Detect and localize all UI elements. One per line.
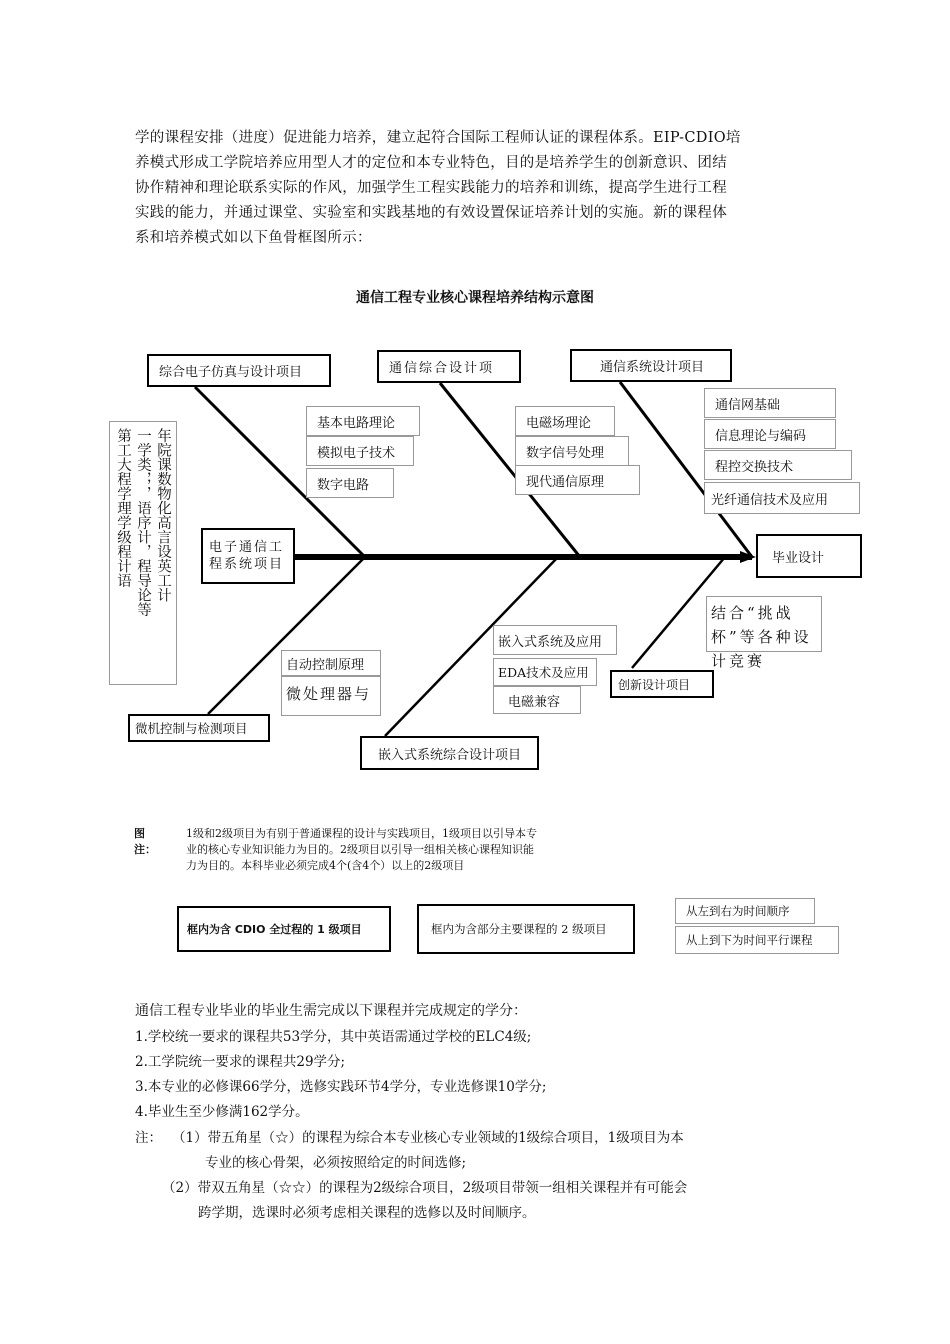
legend-time-lr (675, 898, 815, 924)
course-box (281, 650, 381, 676)
project-label: 微机控制与检测项目 (135, 721, 248, 736)
intro-line: 实践的能力，并通过课堂、实验室和实践基地的有效设置保证培养计划的实施。新的课程体 (135, 205, 727, 221)
course-label: 程控交换技术 (715, 459, 794, 475)
course-label: EDA技术及应用 (498, 665, 589, 680)
course-label: 模拟电子技术 (317, 445, 396, 461)
vertical-text-column: 一学类，，，语序计，程导论等 (135, 428, 151, 617)
requirement-item: 1.学校统一要求的课程共53学分，其中英语需通过学校的ELC4级; (135, 1029, 532, 1045)
course-label: 自动控制原理 (286, 657, 365, 673)
legend-label: 从左到右为时间顺序 (686, 904, 790, 918)
head-graduation-box (756, 534, 862, 578)
requirement-note: （1）带五角星（☆）的课程为综合本专业核心专业领域的1级综合项目，1级项目为本 (172, 1130, 684, 1146)
project-label: 创新设计项目 (618, 677, 691, 692)
requirement-item: 4.毕业生至少修满162学分。 (135, 1104, 309, 1120)
first-year-course-block (109, 421, 177, 685)
requirement-item: 3.本专业的必修课66学分，选修实践环节4学分，专业选修课10学分; (135, 1079, 547, 1095)
project-label: 综合电子仿真与设计项目 (159, 365, 303, 380)
intro-line: 学的课程安排（进度）促进能力培养，建立起符合国际工程师认证的课程体系。EIP-CDIO培 (135, 130, 741, 146)
vertical-text-column: 第工大程学理学级程计语 (115, 428, 131, 588)
course-box (493, 658, 597, 686)
vertical-text-column: 年院课数物化高言设英工计 (155, 428, 171, 602)
requirement-note: （2）带双五角星（☆☆）的课程为2级综合项目，2级项目带领一组相关课程并有可能会 (162, 1180, 688, 1196)
figure-title: 通信工程专业核心课程培养结构示意图 (356, 290, 594, 306)
intro-line: 养模式形成工学院培养应用型人才的定位和本专业特色，目的是培养学生的创新意识、团结 (135, 155, 727, 171)
intro-line: 协作精神和理论联系实际的作风，加强学生工程实践能力的培养和训练，提高学生进行工程 (135, 180, 727, 196)
course-box (704, 450, 852, 480)
course-box (306, 468, 394, 498)
requirement-note: 跨学期，选课时必须考虑相关课程的选修以及时间顺序。 (198, 1205, 536, 1221)
course-label: 嵌入式系统及应用 (498, 634, 603, 650)
course-label: 信息理论与编码 (715, 428, 807, 444)
project-label: 通信综合设计项 (389, 361, 495, 376)
course-box (306, 406, 420, 436)
course-box (704, 482, 860, 514)
course-box (704, 419, 836, 449)
note-line: 力为目的。本科毕业必须完成4个(含4个）以上的2级项目 (186, 859, 465, 872)
project-box-level1 (360, 736, 539, 770)
course-label: 结合“挑战杯”等各种设计竞赛 (711, 604, 812, 670)
legend-level2-box (417, 904, 635, 954)
note-line: 1级和2级项目为有别于普通课程的设计与实践项目，1级项目以引导本专 (186, 827, 537, 840)
course-label: 微处理器与 (286, 685, 372, 703)
course-box (515, 436, 629, 466)
course-box (515, 406, 615, 436)
project-label: 通信系统设计项目 (600, 360, 705, 375)
legend-label: 从上到下为时间平行课程 (686, 933, 813, 947)
intro-line: 系和培养模式如以下鱼骨框图所示： (135, 230, 372, 246)
project-box-level1 (128, 714, 270, 742)
tail-project-box (201, 528, 295, 584)
legend-label: 框内为含部分主要课程的 2 级项目 (431, 921, 607, 936)
course-label: 电磁场理论 (526, 415, 592, 431)
project-box-level1 (377, 350, 521, 383)
project-box-level1 (147, 354, 331, 387)
course-label: 光纤通信技术及应用 (711, 492, 829, 508)
project-label: 嵌入式系统综合设计项目 (378, 747, 522, 763)
course-box (515, 465, 640, 495)
course-box (281, 676, 381, 716)
note-line: 业的核心专业知识能力为目的。2级项目以引导一组相关核心课程知识能 (186, 843, 534, 856)
requirement-note: 专业的核心骨架，必须按照给定的时间选修; (205, 1155, 467, 1171)
legend-time-tb (675, 926, 839, 954)
course-box (306, 436, 414, 466)
course-box (493, 686, 581, 714)
course-box (704, 388, 836, 418)
project-box-level1 (610, 670, 714, 698)
course-label: 基本电路理论 (317, 415, 396, 431)
course-label: 数字信号处理 (526, 445, 605, 461)
requirement-note-label: 注： (135, 1130, 162, 1146)
legend-level1-box (177, 906, 391, 952)
course-box (706, 596, 822, 670)
course-label: 通信网基础 (715, 397, 781, 413)
requirement-item: 2.工学院统一要求的课程共29学分; (135, 1054, 346, 1070)
project-box-level1 (570, 349, 732, 382)
note-label: 图注： (134, 827, 156, 856)
head-label: 毕业设计 (772, 550, 825, 566)
course-box (493, 625, 617, 655)
requirements-title: 通信工程专业毕业的毕业生需完成以下课程并完成规定的学分： (135, 1003, 527, 1019)
legend-label: 框内为含 CDIO 全过程的 1 级项目 (187, 922, 362, 936)
course-label: 数字电路 (317, 477, 370, 493)
tail-label: 电子通信工程系统项目 (209, 540, 285, 572)
course-label: 电磁兼容 (508, 694, 561, 710)
course-label: 现代通信原理 (526, 474, 605, 490)
